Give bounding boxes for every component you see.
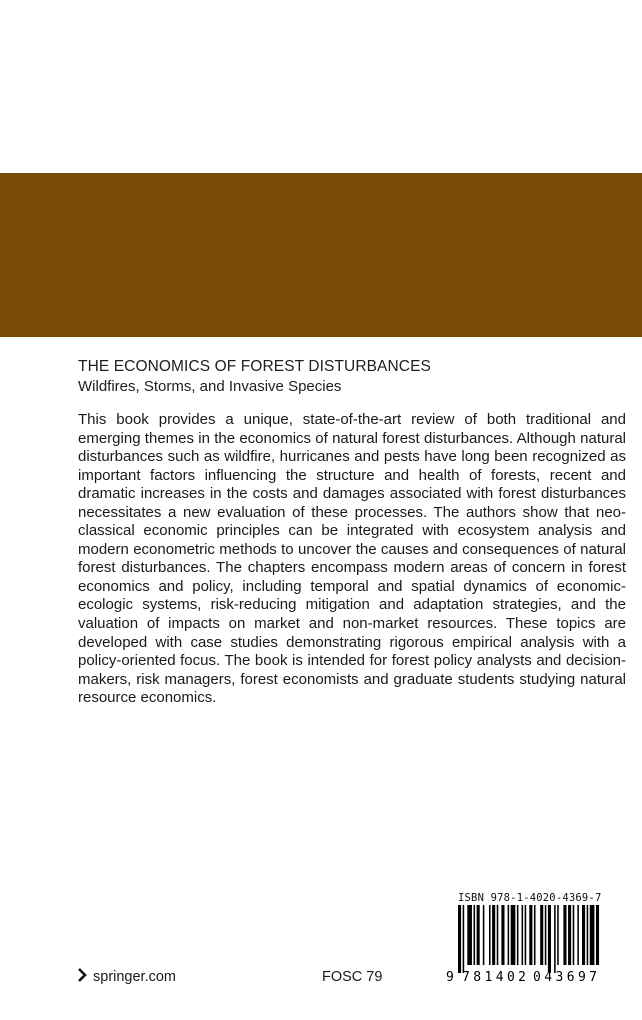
barcode-bar (590, 905, 595, 965)
barcode-left-digits: 781402 (462, 970, 526, 985)
barcode-right-digits: 043697 (533, 970, 597, 985)
isbn-label: ISBN 978-1-4020-4369-7 (458, 892, 602, 904)
barcode-bar (577, 905, 579, 965)
barcode-bar (534, 905, 536, 965)
cover-color-band (0, 173, 642, 337)
book-description: This book provides a unique, state-of-the-art review of both traditional and emerging themes in the economics of natural forest disturbances. Although natural disturbances such as wildfire, hurricanes and pests have long been recognized as important factors influencing the structure and health of forests, recent and dramatic increases in the costs and damages associated with forest disturbances necessitates a new evaluation of these processes. The authors show that neo-classical economic principles can be integrated with ecosystem analysis and modern econometric methods to uncover the causes and consequences of natural forest disturbances. The chapters encompass modern areas of concern in forest economics and policy, including temporal and spatial dynamics of economic-ecologic systems, risk-reducing mitigation and adaptation strategies, and the valuation of impacts on market and non-market resources. These topics are developed with case studies demonstrating rigorous empirical analysis with a policy-oriented focus. The book is intended for forest policy analysts and decision-makers, risk managers, forest economists and graduate students studying natural resource economics. (78, 411, 626, 707)
barcode-bar (463, 905, 465, 973)
book-title: THE ECONOMICS OF FOREST DISTURBANCES (78, 358, 431, 375)
barcode-bar (483, 905, 485, 965)
springer-link[interactable] (78, 968, 176, 986)
barcode-bar (492, 905, 495, 965)
barcode-bar (587, 905, 589, 965)
barcode-bar (596, 905, 599, 965)
barcode-bar (508, 905, 510, 965)
barcode-bar (522, 905, 524, 965)
barcode-bar (501, 905, 504, 965)
book-subtitle: Wildfires, Storms, and Invasive Species (78, 378, 342, 395)
springer-link-text[interactable]: springer.com (93, 969, 177, 985)
barcode-bar (557, 905, 559, 965)
barcode-bar (582, 905, 585, 965)
barcode-bar (467, 905, 472, 965)
barcode-bar (474, 905, 476, 965)
barcode-bar (554, 905, 556, 973)
barcode-bar (540, 905, 543, 965)
barcode-bar (568, 905, 571, 965)
barcode-bar (477, 905, 480, 965)
series-code: FOSC 79 (322, 969, 383, 985)
barcode-bar (573, 905, 575, 965)
barcode-bar (525, 905, 527, 965)
barcode-bar (548, 905, 551, 973)
barcode-bar (511, 905, 516, 965)
barcode-bar (458, 905, 461, 973)
barcode-bar (517, 905, 519, 965)
barcode-first-digit: 9 (446, 970, 454, 985)
barcode-bar (489, 905, 491, 965)
barcode-bar (497, 905, 499, 965)
isbn-barcode (440, 905, 610, 985)
barcode-bar (563, 905, 566, 965)
chevron-right-icon (78, 968, 87, 986)
barcode-bar (529, 905, 532, 965)
barcode-bar (545, 905, 547, 965)
